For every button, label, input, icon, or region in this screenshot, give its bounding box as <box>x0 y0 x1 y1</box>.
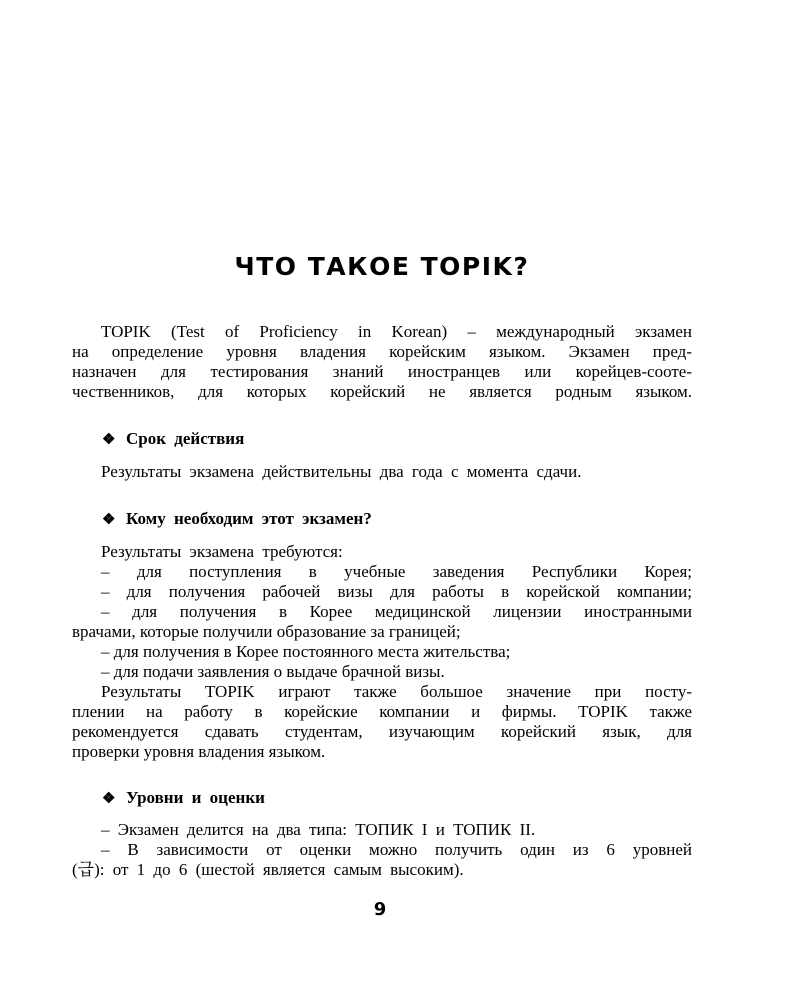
paragraph-line: Результаты TOPIK играют также большое значение при посту- <box>101 682 692 701</box>
section-heading-text: Срок действия <box>126 429 245 448</box>
intro-line: назначен для тестирования знаний иностранцев или корейцев-соотe- <box>72 362 692 381</box>
intro-line: чественников, для которых корейский не является родным языком. <box>72 382 692 401</box>
list-item: – для подачи заявления о выдаче брачной визы. <box>101 662 445 681</box>
page-number: 9 <box>373 899 387 920</box>
intro-line: на определение уровня владения корейским языком. Экзамен пред- <box>72 342 692 361</box>
section-heading-text: Уровни и оценки <box>126 788 265 807</box>
paragraph-line: плении на работу в корейские компании и фирмы. TOPIK также <box>72 702 692 721</box>
paragraph-line: проверки уровня владения языком. <box>72 742 326 761</box>
paragraph-line: Результаты экзамена действительны два года с момента сдачи. <box>101 462 582 481</box>
list-item: – Экзамен делится на два типа: ТОПИК I и ТОПИК II. <box>101 820 536 839</box>
list-item: – для получения в Корее медицинской лицензии иностранными <box>101 602 692 621</box>
section-body-validity <box>72 462 692 482</box>
section-body-levels <box>72 820 692 880</box>
list-item: врачами, которые получили образование за границей; <box>72 622 461 641</box>
list-item: (급): от 1 до 6 (шестой является самым высоким). <box>72 860 464 879</box>
list-item: – для получения в Корее постоянного места жительства; <box>101 642 511 661</box>
list-item: – для поступления в учебные заведения Республики Корея; <box>101 562 692 581</box>
paragraph-line: рекомендуется сдавать студентам, изучающим корейский язык, для <box>72 722 692 741</box>
diamond-bullet-icon: ❖ <box>102 791 116 807</box>
diamond-bullet-icon: ❖ <box>102 432 116 448</box>
paragraph-line: Результаты экзамена требуются: <box>101 542 343 561</box>
section-heading-text: Кому необходим этот экзамен? <box>126 509 372 528</box>
section-heading-validity <box>102 428 244 450</box>
section-body-who-needs <box>72 542 692 762</box>
section-heading-who-needs <box>102 508 372 530</box>
intro-paragraph <box>72 322 692 402</box>
diamond-bullet-icon: ❖ <box>102 512 116 528</box>
intro-line: TOPIK (Test of Proficiency in Korean) – международный экзамен <box>101 322 692 341</box>
page-title: ЧТО ТАКОЕ TOPIK? <box>234 252 530 281</box>
list-item: – для получения рабочей визы для работы в корейской компании; <box>101 582 692 601</box>
list-item: – В зависимости от оценки можно получить один из 6 уровней <box>101 840 692 859</box>
section-heading-levels <box>102 787 265 809</box>
